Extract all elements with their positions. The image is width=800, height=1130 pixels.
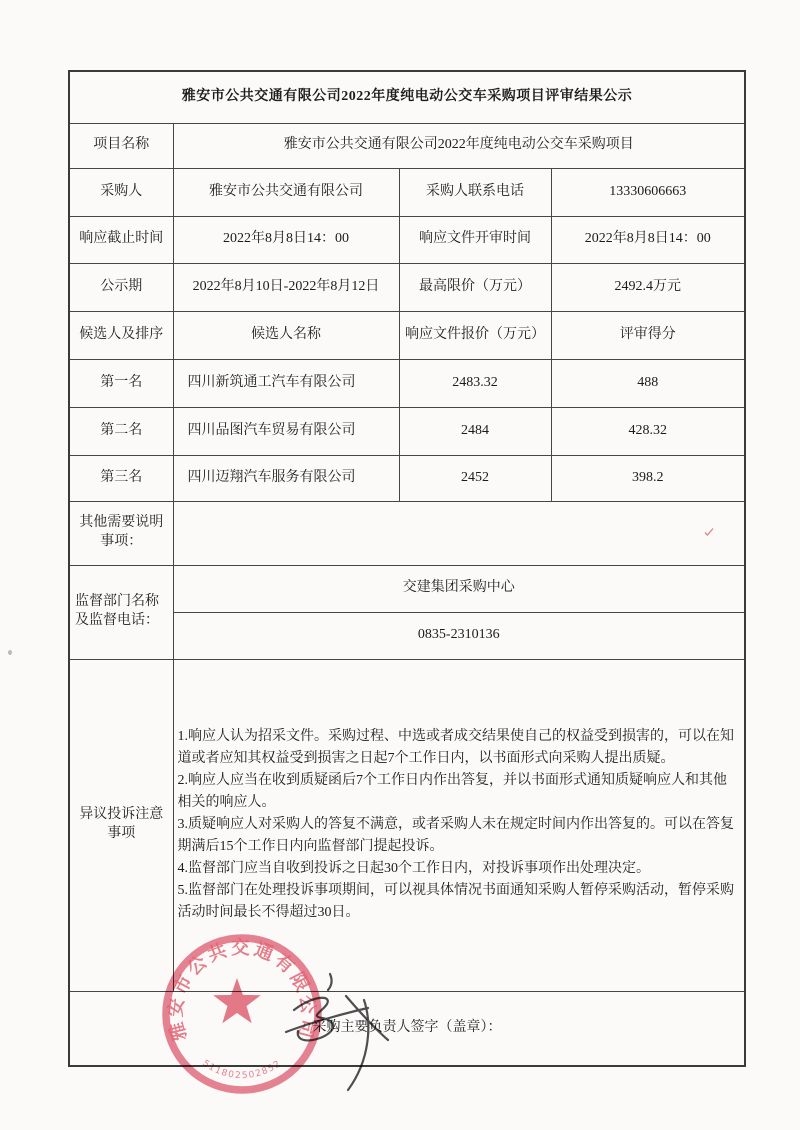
table-row [69,71,745,123]
supervision-label: 监督部门名称 及监督电话： [69,565,173,659]
seal-company-text: 雅安市公共交通有限公司 [166,939,318,1043]
candidate-row-1 [69,359,745,407]
candidate-name: 四川品图汽车贸易有限公司 [173,407,399,455]
signature-label: 采购主要负责人签字（盖章）： [69,991,745,1066]
objection-item: 5.监督部门在处理投诉事项期间，可以视具体情况书面通知采购人暂停采购活动，暂停采购活动时间最长不得超过30日。 [177,883,734,920]
candidates-price-header: 响应文件报价（万元） [399,311,551,359]
publicity-period-label: 公示期 [69,263,173,311]
project-name-label: 项目名称 [69,123,173,168]
candidate-price: 2484 [399,407,551,455]
candidate-row-3 [69,455,745,501]
response-deadline-label: 响应截止时间 [69,216,173,263]
max-price-value: 2492.4万元 [551,263,745,311]
scan-artifact [704,528,714,536]
candidate-rank: 第二名 [69,407,173,455]
candidate-name: 四川新筑通工汽车有限公司 [173,359,399,407]
page-title: 雅安市公共交通有限公司2022年度纯电动公交车采购项目评审结果公示 [69,71,745,123]
other-notes-label: 其他需要说明 事项： [69,501,173,565]
open-time-value: 2022年8月8日14：00 [551,216,745,263]
response-deadline-value: 2022年8月8日14：00 [173,216,399,263]
table-row [69,123,745,168]
star-icon [213,978,261,1023]
candidate-rank: 第三名 [69,455,173,501]
purchaser-value: 雅安市公共交通有限公司 [173,168,399,216]
objection-item: 2.响应人应当在收到质疑函后7个工作日内作出答复，并以书面形式通知质疑响应人和其他相关的响应人。 [177,773,727,810]
candidate-price: 2483.32 [399,359,551,407]
table-row [69,263,745,311]
table-row [69,168,745,216]
other-notes-row [69,501,745,565]
objection-item: 3.质疑响应人对采购人的答复不满意，或者采购人未在规定时间内作出答复的。可以在答复期满后15个工作日内向监督部门提起投诉。 [177,817,734,854]
open-time-label: 响应文件开审时间 [399,216,551,263]
candidates-score-header: 评审得分 [551,311,745,359]
seal-number-text: 511802502852 [200,1058,284,1082]
purchaser-phone-label: 采购人联系电话 [399,168,551,216]
objection-label: 异议投诉注意 事项 [69,659,173,991]
candidate-price: 2452 [399,455,551,501]
candidates-header-row [69,311,745,359]
purchaser-label: 采购人 [69,168,173,216]
result-table [68,70,746,1067]
scan-artifact [8,650,12,655]
handwritten-signature [272,948,407,1106]
supervision-phone: 0835-2310136 [173,612,745,659]
candidate-score: 428.32 [551,407,745,455]
project-name-value: 雅安市公共交通有限公司2022年度纯电动公交车采购项目 [173,123,745,168]
candidate-row-2 [69,407,745,455]
candidate-score: 488 [551,359,745,407]
supervision-name: 交建集团采购中心 [173,565,745,612]
candidates-name-header: 候选人名称 [173,311,399,359]
other-notes-value [173,501,745,565]
objection-item: 4.监督部门应当自收到投诉之日起30个工作日内，对投诉事项作出处理决定。 [177,861,650,876]
purchaser-phone-value: 13330606663 [551,168,745,216]
candidates-rank-header: 候选人及排序 [69,311,173,359]
objection-item: 1.响应人认为招采文件。采购过程、中选或者成交结果使自己的权益受到损害的，可以在知道或者应知其权益受到损害之日起7个工作日内，以书面形式向采购人提出质疑。 [177,729,734,766]
max-price-label: 最高限价（万元） [399,263,551,311]
publicity-period-value: 2022年8月10日-2022年8月12日 [173,263,399,311]
supervision-row [69,565,745,612]
table-row [69,216,745,263]
candidate-name: 四川迈翔汽车服务有限公司 [173,455,399,501]
candidate-score: 398.2 [551,455,745,501]
candidate-rank: 第一名 [69,359,173,407]
